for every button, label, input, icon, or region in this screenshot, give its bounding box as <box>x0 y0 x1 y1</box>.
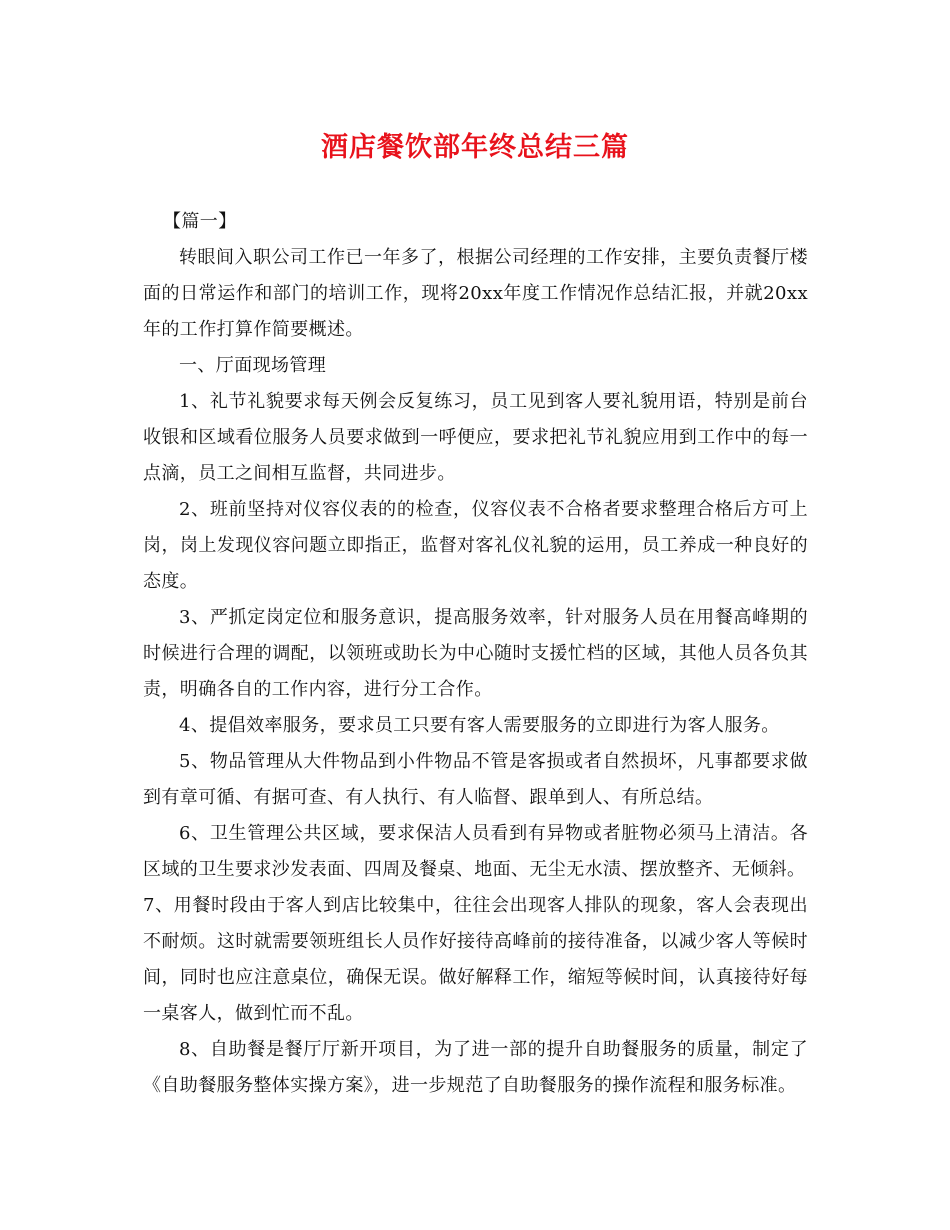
intro-paragraph: 转眼间入职公司工作已一年多了，根据公司经理的工作安排，主要负责餐厅楼面的日常运作和部门的培训工作，现将20xx年度工作情况作总结汇报，并就20xx年的工作打算作简要概述。 <box>143 247 808 340</box>
item-paragraph-6: 6、卫生管理公共区域，要求保洁人员看到有异物或者脏物必须马上清洁。各区域的卫生要求沙发表面、四周及餐桌、地面、无尘无水渍、摆放整齐、无倾斜。 <box>143 823 808 880</box>
item-paragraph-8: 8、自助餐是餐厅厅新开项目，为了进一部的提升自助餐服务的质量，制定了《自助餐服务整体实操方案》，进一步规范了自助餐服务的操作流程和服务标准。 <box>143 1039 808 1096</box>
item-paragraph-5: 5、物品管理从大件物品到小件物品不管是客损或者自然损坏，凡事都要求做到有章可循、有据可查、有人执行、有人临督、跟单到人、有所总结。 <box>143 751 808 808</box>
item-paragraph-4: 4、提倡效率服务，要求员工只要有客人需要服务的立即进行为客人服务。 <box>179 715 780 736</box>
item-paragraph-1: 1、礼节礼貌要求每天例会反复练习，员工见到客人要礼貌用语，特别是前台收银和区域看位服务人员要求做到一呼便应，要求把礼节礼貌应用到工作中的每一点滴，员工之间相互监督，共同进步。 <box>143 391 808 484</box>
item-paragraph-7: 7、用餐时段由于客人到店比较集中，往往会出现客人排队的现象，客人会表现出不耐烦。这时就需要领班组长人员作好接待高峰前的接待准备，以减少客人等候时间，同时也应注意桌位，确保无误。做好解释工作，缩短等候时间，认真接待好每一桌客人，做到忙而不乱。 <box>143 895 808 1024</box>
document-title: 酒店餐饮部年终总结三篇 <box>321 132 629 163</box>
document-body <box>143 204 808 1104</box>
section-label: 【篇一】 <box>163 211 237 232</box>
section-heading: 一、厅面现场管理 <box>179 355 327 376</box>
item-paragraph-2: 2、班前坚持对仪容仪表的的检查，仪容仪表不合格者要求整理合格后方可上岗，岗上发现仪容问题立即指正，监督对客礼仪礼貌的运用，员工养成一种良好的态度。 <box>143 499 808 592</box>
item-paragraph-3: 3、严抓定岗定位和服务意识，提高服务效率，针对服务人员在用餐高峰期的时候进行合理的调配，以领班或助长为中心随时支援忙档的区域，其他人员各负其责，明确各自的工作内容，进行分工合作。 <box>143 607 808 700</box>
